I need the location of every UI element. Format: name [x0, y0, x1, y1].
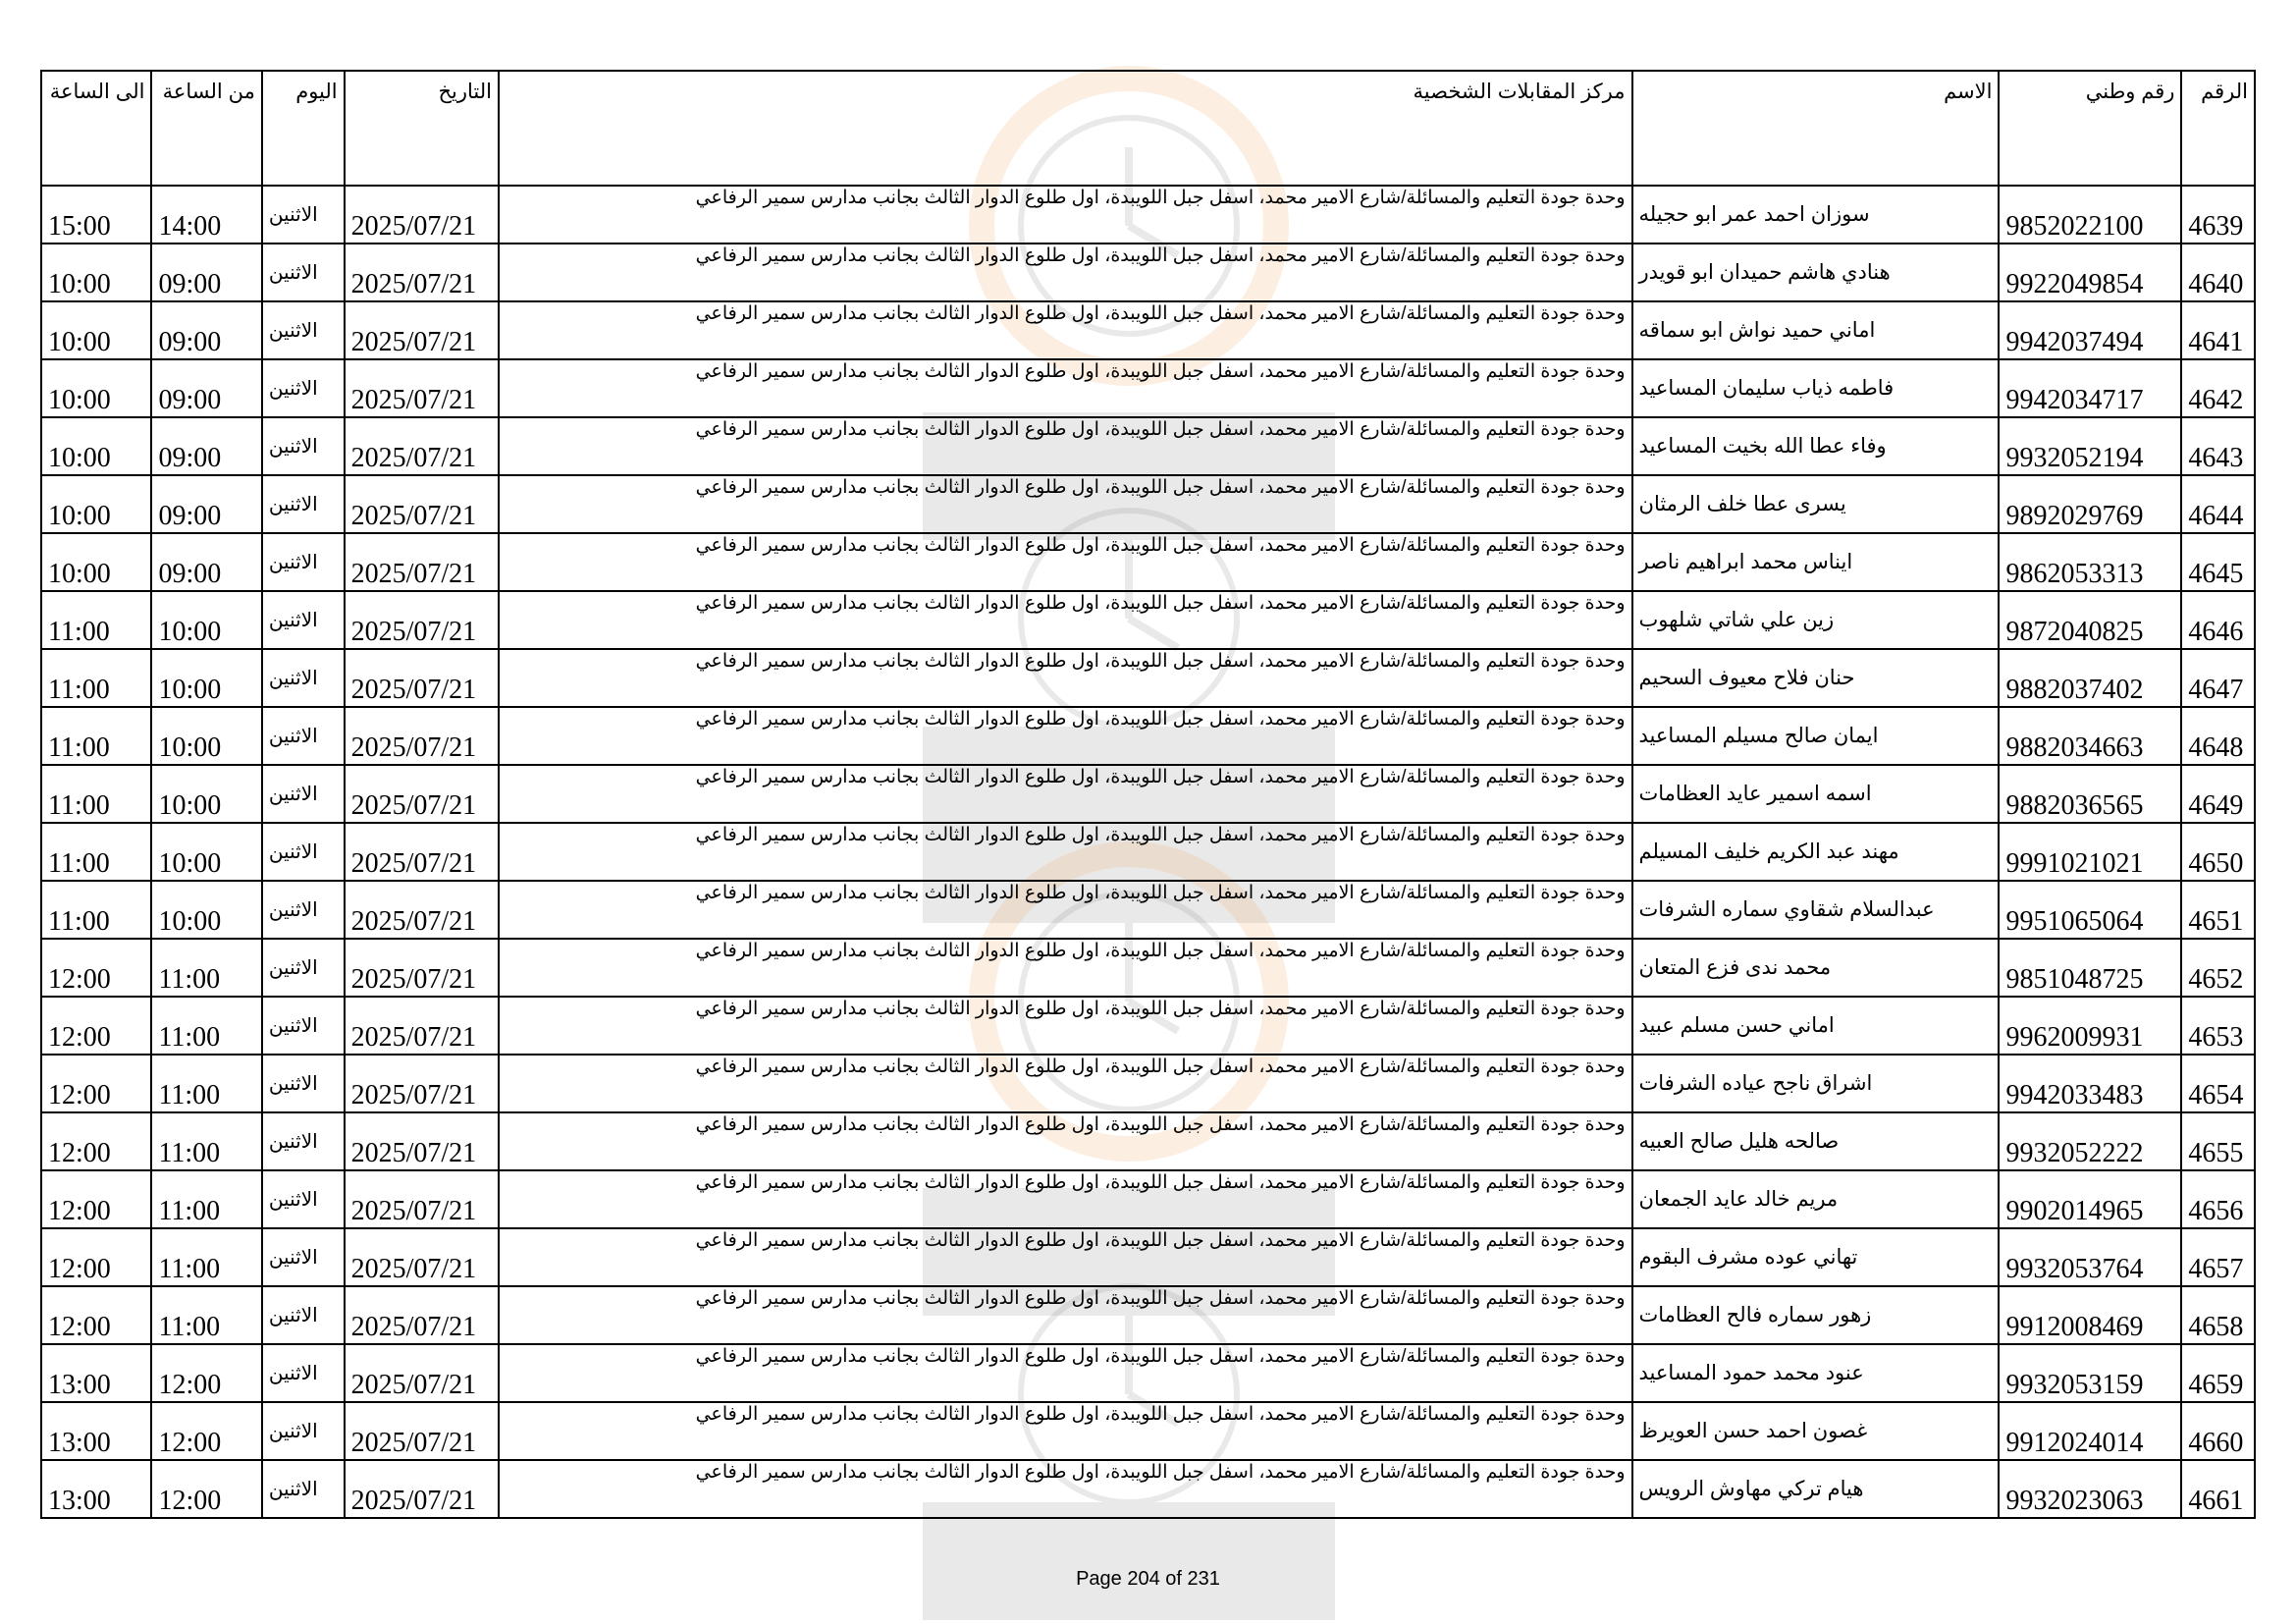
cell-name: اشراق ناجح عياده الشرفات	[1632, 1055, 2000, 1112]
cell-national-id: 9892029769	[1999, 475, 2181, 533]
table-row	[41, 417, 2255, 475]
cell-day: الاثنين	[262, 1170, 345, 1228]
cell-name: يسرى عطا خلف الرمثان	[1632, 475, 2000, 533]
cell-national-id: 9851048725	[1999, 939, 2181, 997]
cell-from: 09:00	[151, 533, 261, 591]
cell-national-id: 9932023063	[1999, 1460, 2181, 1518]
cell-day: الاثنين	[262, 417, 345, 475]
cell-name: اماني حميد نواش ابو سماقه	[1632, 301, 2000, 359]
cell-day: الاثنين	[262, 301, 345, 359]
table-row	[41, 649, 2255, 707]
cell-date: 2025/07/21	[345, 1286, 499, 1344]
cell-num: 4651	[2181, 881, 2255, 939]
cell-from: 09:00	[151, 244, 261, 301]
cell-from: 09:00	[151, 359, 261, 417]
cell-name: اسمه اسمير عايد العظامات	[1632, 765, 2000, 823]
cell-date: 2025/07/21	[345, 707, 499, 765]
cell-date: 2025/07/21	[345, 765, 499, 823]
table-row	[41, 591, 2255, 649]
table-row	[41, 244, 2255, 301]
cell-name: سوزان احمد عمر ابو حجيله	[1632, 186, 2000, 244]
cell-to: 11:00	[41, 707, 151, 765]
cell-num: 4654	[2181, 1055, 2255, 1112]
cell-name: زين علي شاتي شلهوب	[1632, 591, 2000, 649]
cell-from: 12:00	[151, 1402, 261, 1460]
cell-center: وحدة جودة التعليم والمسائلة/شارع الامير محمد، اسفل جبل اللويبدة، اول طلوع الدوار الثالث بجانب مدارس سمير الرفاعي	[499, 1112, 1632, 1170]
cell-to: 12:00	[41, 1286, 151, 1344]
cell-to: 11:00	[41, 765, 151, 823]
cell-to: 12:00	[41, 939, 151, 997]
cell-national-id: 9962009931	[1999, 997, 2181, 1055]
cell-center: وحدة جودة التعليم والمسائلة/شارع الامير محمد، اسفل جبل اللويبدة، اول طلوع الدوار الثالث بجانب مدارس سمير الرفاعي	[499, 475, 1632, 533]
cell-national-id: 9882034663	[1999, 707, 2181, 765]
cell-national-id: 9912024014	[1999, 1402, 2181, 1460]
cell-date: 2025/07/21	[345, 301, 499, 359]
cell-center: وحدة جودة التعليم والمسائلة/شارع الامير محمد، اسفل جبل اللويبدة، اول طلوع الدوار الثالث بجانب مدارس سمير الرفاعي	[499, 765, 1632, 823]
cell-from: 12:00	[151, 1460, 261, 1518]
cell-national-id: 9922049854	[1999, 244, 2181, 301]
cell-national-id: 9872040825	[1999, 591, 2181, 649]
cell-day: الاثنين	[262, 939, 345, 997]
table-row	[41, 475, 2255, 533]
cell-day: الاثنين	[262, 881, 345, 939]
interview-schedule-table	[40, 70, 2256, 1519]
cell-national-id: 9951065064	[1999, 881, 2181, 939]
cell-date: 2025/07/21	[345, 1402, 499, 1460]
cell-from: 11:00	[151, 997, 261, 1055]
cell-national-id: 9932052222	[1999, 1112, 2181, 1170]
cell-center: وحدة جودة التعليم والمسائلة/شارع الامير محمد، اسفل جبل اللويبدة، اول طلوع الدوار الثالث بجانب مدارس سمير الرفاعي	[499, 1460, 1632, 1518]
cell-num: 4642	[2181, 359, 2255, 417]
table-row	[41, 881, 2255, 939]
cell-date: 2025/07/21	[345, 1344, 499, 1402]
cell-center: وحدة جودة التعليم والمسائلة/شارع الامير محمد، اسفل جبل اللويبدة، اول طلوع الدوار الثالث بجانب مدارس سمير الرفاعي	[499, 823, 1632, 881]
header-date: التاريخ	[345, 71, 499, 186]
cell-center: وحدة جودة التعليم والمسائلة/شارع الامير محمد، اسفل جبل اللويبدة، اول طلوع الدوار الثالث بجانب مدارس سمير الرفاعي	[499, 533, 1632, 591]
cell-num: 4660	[2181, 1402, 2255, 1460]
table-row	[41, 1286, 2255, 1344]
cell-name: ايمان صالح مسيلم المساعيد	[1632, 707, 2000, 765]
header-num: الرقم	[2181, 71, 2255, 186]
table-row	[41, 1402, 2255, 1460]
cell-to: 11:00	[41, 823, 151, 881]
cell-from: 09:00	[151, 417, 261, 475]
cell-center: وحدة جودة التعليم والمسائلة/شارع الامير محمد، اسفل جبل اللويبدة، اول طلوع الدوار الثالث بجانب مدارس سمير الرفاعي	[499, 881, 1632, 939]
cell-name: وفاء عطا الله بخيت المساعيد	[1632, 417, 2000, 475]
cell-to: 12:00	[41, 997, 151, 1055]
cell-center: وحدة جودة التعليم والمسائلة/شارع الامير محمد، اسفل جبل اللويبدة، اول طلوع الدوار الثالث بجانب مدارس سمير الرفاعي	[499, 301, 1632, 359]
cell-num: 4649	[2181, 765, 2255, 823]
table-row	[41, 765, 2255, 823]
table-row	[41, 1344, 2255, 1402]
cell-national-id: 9932052194	[1999, 417, 2181, 475]
cell-name: فاطمه ذياب سليمان المساعيد	[1632, 359, 2000, 417]
cell-to: 10:00	[41, 359, 151, 417]
cell-name: عبدالسلام شقاوي سماره الشرفات	[1632, 881, 2000, 939]
cell-day: الاثنين	[262, 186, 345, 244]
cell-num: 4639	[2181, 186, 2255, 244]
cell-national-id: 9932053764	[1999, 1228, 2181, 1286]
cell-center: وحدة جودة التعليم والمسائلة/شارع الامير محمد، اسفل جبل اللويبدة، اول طلوع الدوار الثالث بجانب مدارس سمير الرفاعي	[499, 591, 1632, 649]
cell-national-id: 9942037494	[1999, 301, 2181, 359]
cell-to: 11:00	[41, 591, 151, 649]
cell-name: هنادي هاشم حميدان ابو قويدر	[1632, 244, 2000, 301]
table-body	[41, 186, 2255, 1518]
table-header-row	[41, 71, 2255, 186]
cell-from: 09:00	[151, 301, 261, 359]
cell-num: 4648	[2181, 707, 2255, 765]
cell-num: 4659	[2181, 1344, 2255, 1402]
cell-from: 14:00	[151, 186, 261, 244]
cell-date: 2025/07/21	[345, 649, 499, 707]
cell-date: 2025/07/21	[345, 1170, 499, 1228]
cell-national-id: 9902014965	[1999, 1170, 2181, 1228]
cell-date: 2025/07/21	[345, 591, 499, 649]
cell-num: 4643	[2181, 417, 2255, 475]
cell-to: 12:00	[41, 1228, 151, 1286]
cell-from: 11:00	[151, 939, 261, 997]
cell-date: 2025/07/21	[345, 939, 499, 997]
table-row	[41, 1170, 2255, 1228]
cell-national-id: 9882036565	[1999, 765, 2181, 823]
cell-national-id: 9932053159	[1999, 1344, 2181, 1402]
cell-num: 4652	[2181, 939, 2255, 997]
cell-date: 2025/07/21	[345, 244, 499, 301]
cell-num: 4640	[2181, 244, 2255, 301]
cell-center: وحدة جودة التعليم والمسائلة/شارع الامير محمد، اسفل جبل اللويبدة، اول طلوع الدوار الثالث بجانب مدارس سمير الرفاعي	[499, 707, 1632, 765]
cell-name: ايناس محمد ابراهيم ناصر	[1632, 533, 2000, 591]
cell-num: 4644	[2181, 475, 2255, 533]
cell-to: 10:00	[41, 301, 151, 359]
cell-date: 2025/07/21	[345, 359, 499, 417]
cell-day: الاثنين	[262, 475, 345, 533]
cell-num: 4646	[2181, 591, 2255, 649]
cell-to: 10:00	[41, 244, 151, 301]
cell-center: وحدة جودة التعليم والمسائلة/شارع الامير محمد، اسفل جبل اللويبدة، اول طلوع الدوار الثالث بجانب مدارس سمير الرفاعي	[499, 1286, 1632, 1344]
cell-from: 11:00	[151, 1112, 261, 1170]
cell-to: 13:00	[41, 1460, 151, 1518]
cell-day: الاثنين	[262, 1460, 345, 1518]
cell-national-id: 9991021021	[1999, 823, 2181, 881]
cell-date: 2025/07/21	[345, 533, 499, 591]
header-center: مركز المقابلات الشخصية	[499, 71, 1632, 186]
cell-name: عنود محمد حمود المساعيد	[1632, 1344, 2000, 1402]
header-name: الاسم	[1632, 71, 2000, 186]
cell-to: 13:00	[41, 1402, 151, 1460]
table-row	[41, 1460, 2255, 1518]
cell-day: الاثنين	[262, 997, 345, 1055]
cell-national-id: 9882037402	[1999, 649, 2181, 707]
cell-to: 12:00	[41, 1170, 151, 1228]
cell-national-id: 9942034717	[1999, 359, 2181, 417]
header-day: اليوم	[262, 71, 345, 186]
cell-num: 4657	[2181, 1228, 2255, 1286]
cell-from: 10:00	[151, 707, 261, 765]
cell-to: 12:00	[41, 1055, 151, 1112]
cell-center: وحدة جودة التعليم والمسائلة/شارع الامير محمد، اسفل جبل اللويبدة، اول طلوع الدوار الثالث بجانب مدارس سمير الرفاعي	[499, 244, 1632, 301]
cell-center: وحدة جودة التعليم والمسائلة/شارع الامير محمد، اسفل جبل اللويبدة، اول طلوع الدوار الثالث بجانب مدارس سمير الرفاعي	[499, 997, 1632, 1055]
cell-day: الاثنين	[262, 765, 345, 823]
cell-to: 11:00	[41, 649, 151, 707]
cell-num: 4661	[2181, 1460, 2255, 1518]
cell-center: وحدة جودة التعليم والمسائلة/شارع الامير محمد، اسفل جبل اللويبدة، اول طلوع الدوار الثالث بجانب مدارس سمير الرفاعي	[499, 1170, 1632, 1228]
table-row	[41, 1228, 2255, 1286]
table-row	[41, 301, 2255, 359]
cell-day: الاثنين	[262, 1286, 345, 1344]
cell-day: الاثنين	[262, 244, 345, 301]
cell-from: 10:00	[151, 881, 261, 939]
cell-national-id: 9862053313	[1999, 533, 2181, 591]
cell-from: 11:00	[151, 1170, 261, 1228]
cell-date: 2025/07/21	[345, 881, 499, 939]
cell-num: 4656	[2181, 1170, 2255, 1228]
cell-name: صالحه هليل صالح العبيه	[1632, 1112, 2000, 1170]
cell-center: وحدة جودة التعليم والمسائلة/شارع الامير محمد، اسفل جبل اللويبدة، اول طلوع الدوار الثالث بجانب مدارس سمير الرفاعي	[499, 1402, 1632, 1460]
table-row	[41, 359, 2255, 417]
cell-date: 2025/07/21	[345, 997, 499, 1055]
cell-name: حنان فلاح معيوف السحيم	[1632, 649, 2000, 707]
cell-from: 10:00	[151, 765, 261, 823]
cell-day: الاثنين	[262, 533, 345, 591]
table-row	[41, 707, 2255, 765]
cell-day: الاثنين	[262, 1112, 345, 1170]
cell-from: 10:00	[151, 591, 261, 649]
table-row	[41, 997, 2255, 1055]
cell-date: 2025/07/21	[345, 1055, 499, 1112]
cell-to: 10:00	[41, 475, 151, 533]
cell-day: الاثنين	[262, 1228, 345, 1286]
cell-date: 2025/07/21	[345, 417, 499, 475]
cell-num: 4658	[2181, 1286, 2255, 1344]
cell-national-id: 9942033483	[1999, 1055, 2181, 1112]
cell-name: مهند عبد الكريم خليف المسيلم	[1632, 823, 2000, 881]
header-to: الى الساعة	[41, 71, 151, 186]
header-national-id: رقم وطني	[1999, 71, 2181, 186]
table-row	[41, 939, 2255, 997]
cell-from: 10:00	[151, 649, 261, 707]
cell-center: وحدة جودة التعليم والمسائلة/شارع الامير محمد، اسفل جبل اللويبدة، اول طلوع الدوار الثالث بجانب مدارس سمير الرفاعي	[499, 1055, 1632, 1112]
cell-date: 2025/07/21	[345, 1460, 499, 1518]
cell-date: 2025/07/21	[345, 475, 499, 533]
cell-date: 2025/07/21	[345, 823, 499, 881]
cell-center: وحدة جودة التعليم والمسائلة/شارع الامير محمد، اسفل جبل اللويبدة، اول طلوع الدوار الثالث بجانب مدارس سمير الرفاعي	[499, 939, 1632, 997]
cell-date: 2025/07/21	[345, 186, 499, 244]
cell-national-id: 9912008469	[1999, 1286, 2181, 1344]
table-row	[41, 533, 2255, 591]
cell-day: الاثنين	[262, 649, 345, 707]
cell-name: غصون احمد حسن العويرظ	[1632, 1402, 2000, 1460]
cell-num: 4650	[2181, 823, 2255, 881]
cell-center: وحدة جودة التعليم والمسائلة/شارع الامير محمد، اسفل جبل اللويبدة، اول طلوع الدوار الثالث بجانب مدارس سمير الرفاعي	[499, 1228, 1632, 1286]
cell-from: 10:00	[151, 823, 261, 881]
cell-national-id: 9852022100	[1999, 186, 2181, 244]
cell-day: الاثنين	[262, 1344, 345, 1402]
cell-from: 11:00	[151, 1286, 261, 1344]
cell-center: وحدة جودة التعليم والمسائلة/شارع الامير محمد، اسفل جبل اللويبدة، اول طلوع الدوار الثالث بجانب مدارس سمير الرفاعي	[499, 1344, 1632, 1402]
cell-date: 2025/07/21	[345, 1112, 499, 1170]
cell-date: 2025/07/21	[345, 1228, 499, 1286]
cell-name: هيام تركي مهاوش الرويس	[1632, 1460, 2000, 1518]
cell-from: 09:00	[151, 475, 261, 533]
cell-to: 12:00	[41, 1112, 151, 1170]
cell-name: مريم خالد عايد الجمعان	[1632, 1170, 2000, 1228]
cell-to: 10:00	[41, 533, 151, 591]
cell-num: 4647	[2181, 649, 2255, 707]
page-number: Page 204 of 231	[1076, 1568, 1220, 1590]
cell-from: 12:00	[151, 1344, 261, 1402]
cell-day: الاثنين	[262, 591, 345, 649]
cell-num: 4645	[2181, 533, 2255, 591]
cell-center: وحدة جودة التعليم والمسائلة/شارع الامير محمد، اسفل جبل اللويبدة، اول طلوع الدوار الثالث بجانب مدارس سمير الرفاعي	[499, 359, 1632, 417]
cell-day: الاثنين	[262, 707, 345, 765]
cell-from: 11:00	[151, 1228, 261, 1286]
cell-name: تهاني عوده مشرف البقوم	[1632, 1228, 2000, 1286]
header-from: من الساعة	[151, 71, 261, 186]
cell-name: محمد ندى فزع المتعان	[1632, 939, 2000, 997]
cell-day: الاثنين	[262, 359, 345, 417]
cell-center: وحدة جودة التعليم والمسائلة/شارع الامير محمد، اسفل جبل اللويبدة، اول طلوع الدوار الثالث بجانب مدارس سمير الرفاعي	[499, 417, 1632, 475]
table-row	[41, 1112, 2255, 1170]
cell-to: 15:00	[41, 186, 151, 244]
cell-to: 10:00	[41, 417, 151, 475]
cell-center: وحدة جودة التعليم والمسائلة/شارع الامير محمد، اسفل جبل اللويبدة، اول طلوع الدوار الثالث بجانب مدارس سمير الرفاعي	[499, 649, 1632, 707]
cell-num: 4653	[2181, 997, 2255, 1055]
cell-day: الاثنين	[262, 1402, 345, 1460]
table-row	[41, 1055, 2255, 1112]
cell-day: الاثنين	[262, 1055, 345, 1112]
cell-to: 11:00	[41, 881, 151, 939]
cell-num: 4641	[2181, 301, 2255, 359]
cell-from: 11:00	[151, 1055, 261, 1112]
cell-num: 4655	[2181, 1112, 2255, 1170]
cell-day: الاثنين	[262, 823, 345, 881]
cell-center: وحدة جودة التعليم والمسائلة/شارع الامير محمد، اسفل جبل اللويبدة، اول طلوع الدوار الثالث بجانب مدارس سمير الرفاعي	[499, 186, 1632, 244]
cell-name: اماني حسن مسلم عبيد	[1632, 997, 2000, 1055]
cell-to: 13:00	[41, 1344, 151, 1402]
table-row	[41, 186, 2255, 244]
cell-name: زهور سماره فالح العظامات	[1632, 1286, 2000, 1344]
table-row	[41, 823, 2255, 881]
